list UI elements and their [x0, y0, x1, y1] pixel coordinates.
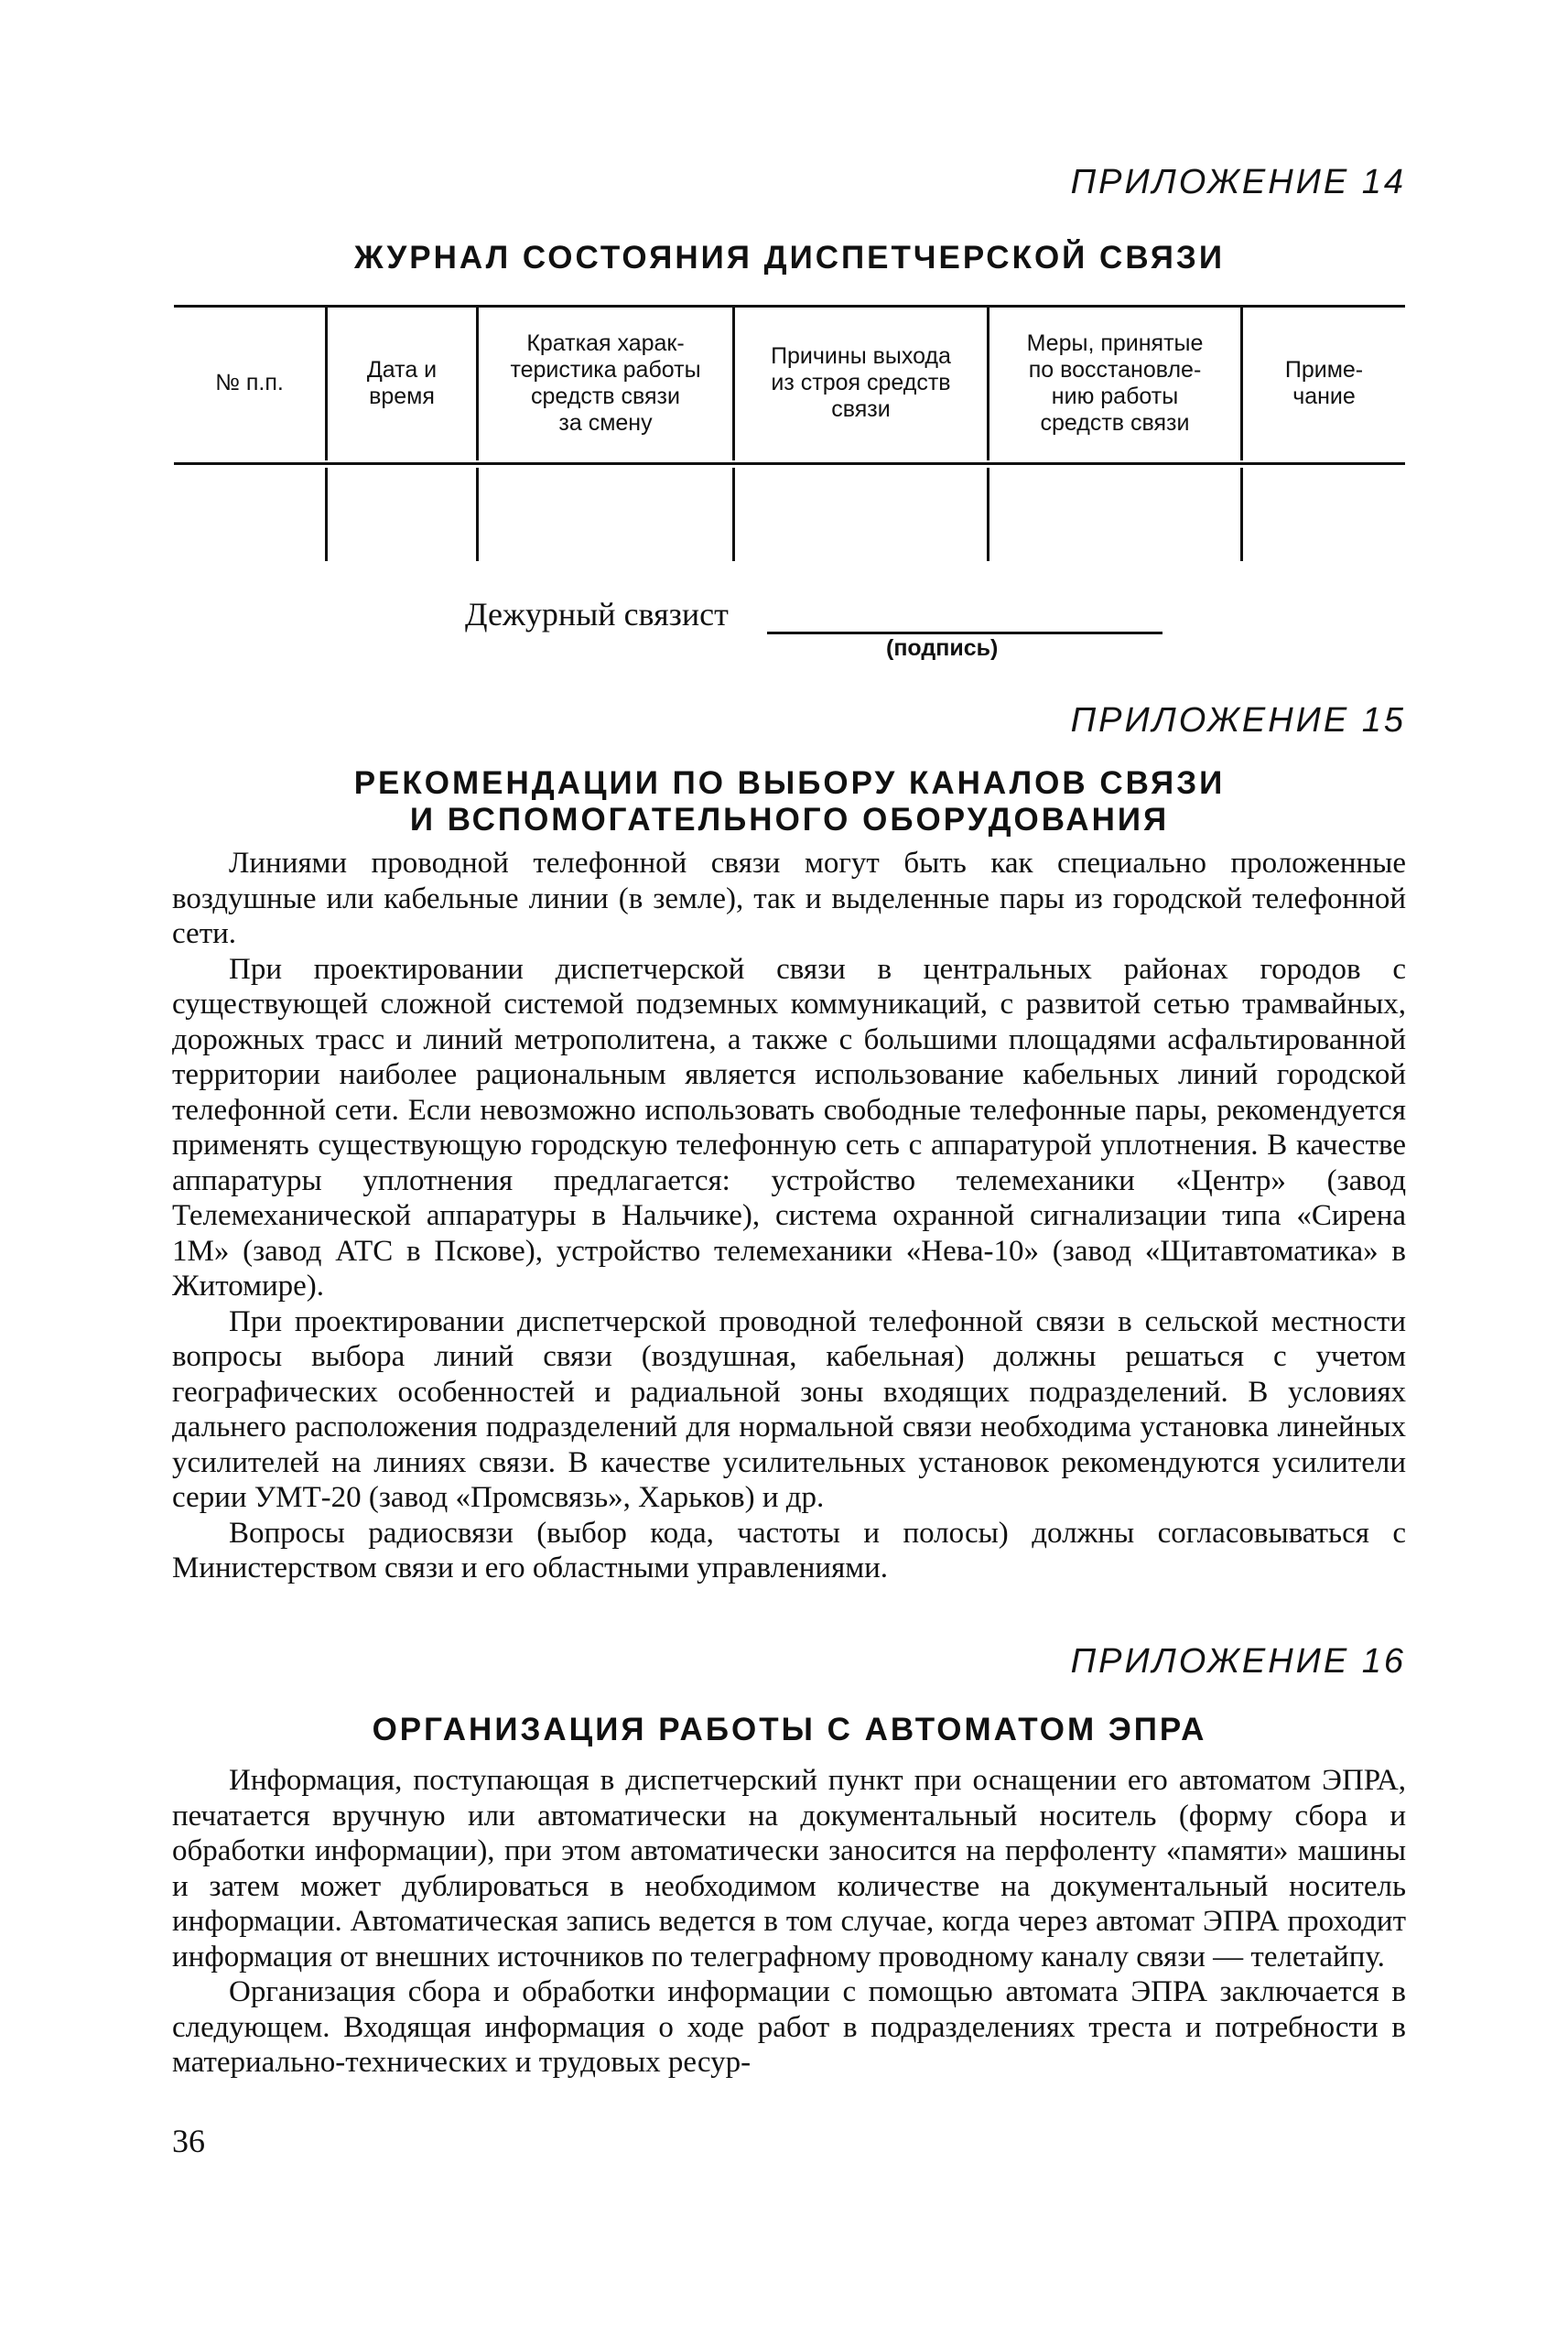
appendix-15-title-line-1: РЕКОМЕНДАЦИИ ПО ВЫБОРУ КАНАЛОВ СВЯЗИ — [353, 765, 1226, 801]
journal-table — [174, 305, 1405, 561]
paragraph: Информация, поступающая в диспетчерский пункт при оснащении его автоматом ЭПРА, печатается вручную или автоматически на документальный носитель (форму сбора и обработки информации), при этом автоматически заносится на перфоленту «памяти» машины и затем может дублироваться в необходимом количестве на документальный носитель информации. Автоматическая запись ведется в том случае, когда через автомат ЭПРА проходит информация от внешних источников по телеграфному проводному каналу связи — телетайпу. — [172, 1764, 1406, 1974]
table-header-rule — [174, 462, 1405, 465]
table-header-notes: Приме- чание — [1284, 356, 1364, 409]
signature-line — [767, 632, 1162, 634]
paragraph: При проектировании диспетчерской проводной телефонной связи в сельской местности вопросы выбора линий связи (воздушная, кабельная) должны решаться с учетом географических особенностей и радиальной зоны входящих подразделений. В условиях дальнего расположения подразделений для нормальной связи необходима установка линейных усилителей на линиях связи. В качестве усилительных установок рекомендуются усилители серии УМТ-20 (завод «Промсвязь», Харьков) и др. — [172, 1304, 1406, 1514]
table-header-summary: Краткая харак- теристика работы средств связи за смену — [510, 330, 701, 436]
paragraph: Линиями проводной телефонной связи могут быть как специально проложенные воздушные или кабельные линии (в земле), так и выделенные пары из городской телефонной сети. — [172, 847, 1406, 950]
appendix-15-body — [172, 846, 1406, 1586]
table-divider — [732, 468, 735, 561]
table-divider — [1240, 468, 1243, 561]
appendix-14-title: ЖУРНАЛ СОСТОЯНИЯ ДИСПЕТЧЕРСКОЙ СВЯЗИ — [354, 240, 1225, 276]
table-header-number: № п.п. — [215, 370, 284, 395]
paragraph: При проектировании диспетчерской связи в центральных районах городов с существующей сложной системой подземных коммуникаций, с развитой сетью трамвайных, дорожных трасс и линий метрополитена, а также с большими площадями асфальтированной территории наиболее рациональным является использование кабельных линий городской телефонной сети. Если невозможно использовать свободные телефонные пары, рекомендуется применять существующую городскую телефонную сеть с аппаратурой уплотнения. В качестве аппаратуры уплотнения предлагается: устройство телемеханики «Центр» (завод Телемеханической аппаратуры в Нальчике), система охранной сигнализации типа «Сирена 1М» (завод АТС в Пскове), устройство телемеханики «Нева-10» (завод «Щитавтоматика» в Житомире). — [172, 952, 1406, 1303]
appendix-16-label: ПРИЛОЖЕНИЕ 16 — [1070, 1642, 1406, 1681]
table-header-measures: Меры, принятые по восстановле- нию работы средств связи — [1026, 330, 1204, 436]
table-divider — [987, 468, 989, 561]
table-divider — [325, 468, 328, 561]
paragraph: Организация сбора и обработки информации с помощью автомата ЭПРА заключается в следующем. Входящая информация о ходе работ в подразделениях треста и потребности в материально-технических и трудовых ресур- — [172, 1975, 1406, 2079]
table-header-datetime: Дата и время — [366, 356, 438, 409]
appendix-15-title — [174, 765, 1405, 838]
appendix-16-body — [172, 1763, 1406, 2081]
appendix-16-title: ОРГАНИЗАЦИЯ РАБОТЫ С АВТОМАТОМ ЭПРА — [372, 1712, 1207, 1747]
signature-note: (подпись) — [886, 635, 999, 661]
paragraph: Вопросы радиосвязи (выбор кода, частоты и полосы) должны согласовываться с Министерством связи и его областными управлениями. — [172, 1516, 1406, 1584]
appendix-15-title-line-2: И ВСПОМОГАТЕЛЬНОГО ОБОРУДОВАНИЯ — [409, 802, 1170, 838]
signature-label: Дежурный связист — [465, 596, 729, 633]
page-number: 36 — [172, 2123, 205, 2159]
table-divider — [476, 468, 479, 561]
table-top-rule — [174, 305, 1405, 308]
table-header-failure-causes: Причины выхода из строя средств связи — [771, 343, 951, 422]
appendix-14-label: ПРИЛОЖЕНИЕ 14 — [1070, 163, 1406, 201]
appendix-15-label: ПРИЛОЖЕНИЕ 15 — [1070, 701, 1406, 740]
